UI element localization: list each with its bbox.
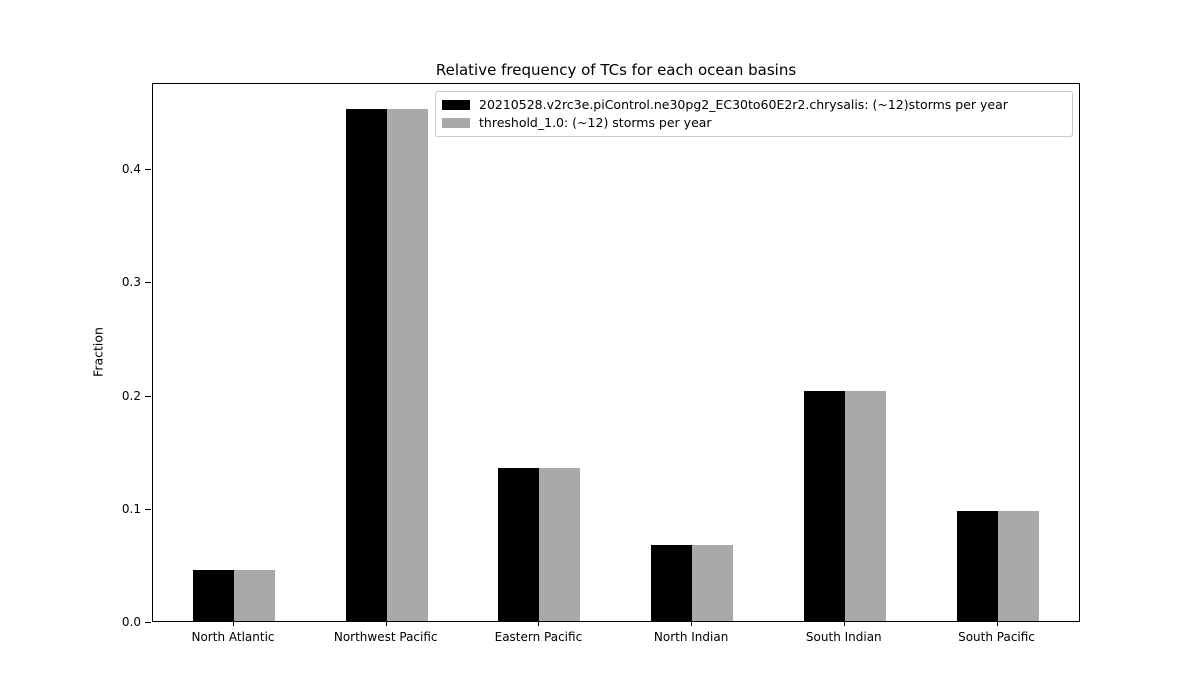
y-tick-label: 0.4 [121,162,141,177]
x-tick-label-north-indian: North Indian [653,630,729,644]
bar-south-indian-series2 [845,391,886,621]
bar-north-atlantic-series2 [234,570,275,621]
y-tick-mark [145,622,151,623]
legend-label-series2: threshold_1.0: (~12) storms per year [479,115,712,130]
chart-title: Relative frequency of TCs for each ocean basins [435,61,797,79]
bar-eastern-pacific-series2 [539,468,580,621]
bar-south-pacific-series2 [998,511,1039,621]
bar-south-pacific-series1 [957,511,998,621]
x-tick-mark [386,622,387,626]
legend-label-series1: 20210528.v2rc3e.piControl.ne30pg2_EC30to60E2r2.chrysalis: (~12)storms per year [479,97,1008,112]
bar-northwest-pacific-series2 [387,109,428,621]
legend-item [442,115,1064,130]
bar-north-indian-series2 [692,545,733,621]
y-tick-label: 0.2 [121,388,141,403]
x-tick-label-northwest-pacific: Northwest Pacific [333,630,438,644]
legend [435,91,1073,137]
x-tick-label-south-indian: South Indian [805,630,882,644]
x-tick-label-south-pacific: South Pacific [958,630,1035,644]
y-tick-mark [145,282,151,283]
y-tick-label: 0.1 [121,501,141,516]
legend-swatch-series2 [442,118,470,128]
bar-northwest-pacific-series1 [346,109,387,621]
x-tick-label-eastern-pacific: Eastern Pacific [494,630,583,644]
y-tick-mark [145,169,151,170]
y-tick-label: 0.0 [121,615,141,629]
x-tick-mark [997,622,998,626]
y-axis-label: Fraction [90,327,106,377]
x-tick-mark [844,622,845,626]
x-tick-mark [233,622,234,626]
plot-area [152,83,1080,622]
y-tick-label: 0.3 [121,275,141,290]
bar-south-indian-series1 [804,391,845,621]
x-tick-label-north-atlantic: North Atlantic [191,630,275,644]
bar-north-atlantic-series1 [193,570,234,621]
bar-eastern-pacific-series1 [498,468,539,621]
y-tick-mark [145,396,151,397]
bar-north-indian-series1 [651,545,692,621]
legend-swatch-series1 [442,100,470,110]
x-tick-mark [538,622,539,626]
x-tick-mark [691,622,692,626]
y-tick-mark [145,509,151,510]
legend-item [442,97,1064,112]
